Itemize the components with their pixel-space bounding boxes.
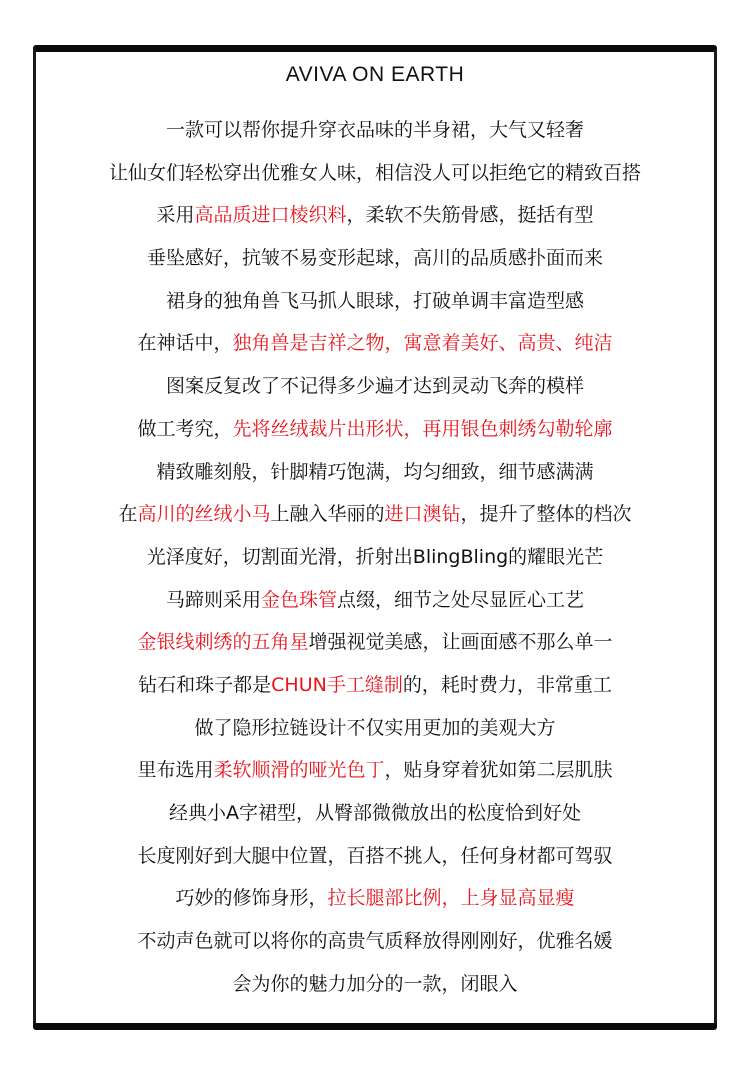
body-text: ，柔软不失筋骨感，挺括有型 [346,204,594,227]
text-line [33,835,717,878]
highlight-text: 进口澳钻 [384,503,461,526]
body-text: 巧妙的修饰身形， [175,887,328,910]
body-text: 做工考究， [137,417,233,440]
body-text: 光泽度好，切割面光滑，折射出BlingBling的耀眼光芒 [146,545,604,568]
text-line [33,451,717,494]
document-frame [33,45,717,1030]
body-text: 上融入华丽的 [270,503,385,526]
highlight-text: 柔软顺滑的哑光色丁 [213,759,385,782]
body-text: 图案反复改了不记得多少遍才达到灵动飞奔的模样 [165,375,584,398]
highlight-text: 高品质进口棱织料 [194,204,347,227]
text-line [33,493,717,536]
body-text: 增强视觉美感，让画面感不那么单一 [308,631,613,654]
body-text: ，提升了整体的档次 [460,503,632,526]
document-title: AVIVA ON EARTH [285,63,465,86]
body-text: 里布选用 [137,759,214,782]
text-line [33,237,717,280]
body-text: 经典小A字裙型，从臀部微微放出的松度恰到好处 [169,802,581,824]
body-text: 让仙女们轻松穿出优雅女人味，相信没人可以拒绝它的精致百搭 [108,161,641,184]
body-text: 一款可以帮你提升穿衣品味的半身裙，大气又轻奢 [165,119,584,141]
text-line [33,408,717,451]
body-text: 钻石和珠子都是 [138,673,272,696]
description-lines [33,109,717,1005]
frame-bottom-border [33,1023,717,1030]
body-text: 的，耗时费力，非常重工 [402,673,612,696]
body-text: 长度刚好到大腿中位置，百搭不挑人，任何身材都可驾驭 [137,844,613,867]
body-text: 精致雕刻般，针脚精巧饱满，均匀细致，细节感满满 [156,460,594,483]
text-line [33,877,717,920]
text-line [33,536,717,579]
body-text: 做了隐形拉链设计不仅实用更加的美观大方 [194,716,556,739]
text-line [33,963,717,1006]
text-line [33,152,717,195]
body-text: 在神话中， [137,332,233,355]
highlight-text: 拉长腿部比例，上身显高显瘦 [327,887,575,910]
text-line [33,664,717,707]
highlight-text: 独角兽是吉祥之物，寓意着美好、高贵、纯洁 [232,332,613,355]
body-text: 马蹄则采用 [165,588,261,611]
text-line [33,920,717,963]
highlight-text: 金色珠管 [260,588,337,611]
text-line [33,707,717,750]
body-text: 垂坠感好，抗皱不易变形起球，高川的品质感扑面而来 [146,247,603,270]
highlight-text: 先将丝绒裁片出形状，再用银色刺绣勾勒轮廓 [232,417,613,440]
text-line [33,322,717,365]
text-line [33,194,717,237]
text-line [33,365,717,408]
highlight-text: 高川的丝绒小马 [137,503,271,526]
body-text: ，贴身穿着犹如第二层肌肤 [384,759,613,782]
highlight-text: 金银线刺绣的五角星 [137,631,309,654]
body-text: 点缀，细节之处尽显匠心工艺 [337,588,585,611]
body-text: 会为你的魅力加分的一款，闭眼入 [232,972,518,995]
text-line [33,621,717,664]
highlight-text: CHUN手工缝制 [271,673,403,696]
text-line [33,749,717,792]
frame-top-border [33,45,717,52]
text-line [33,280,717,323]
text-line [33,792,717,835]
body-text: 不动声色就可以将你的高贵气质释放得刚刚好，优雅名媛 [137,930,613,953]
body-text: 采用 [156,204,195,227]
text-line [33,109,717,152]
body-text: 在 [118,503,138,526]
body-text: 裙身的独角兽飞马抓人眼球，打破单调丰富造型感 [165,289,584,312]
text-line [33,579,717,622]
